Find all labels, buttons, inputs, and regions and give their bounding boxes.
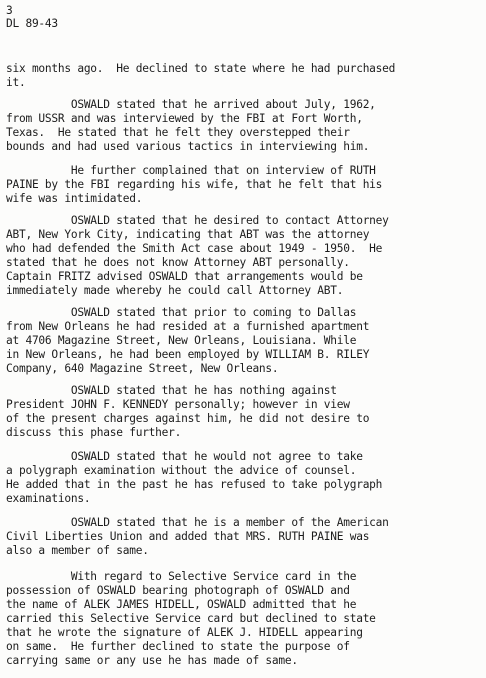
text-line: Texas. He stated that he felt they overstepped their — [6, 126, 350, 139]
text-line: OSWALD stated that prior to coming to Dallas — [6, 306, 357, 319]
text-line: examinations. — [6, 492, 91, 505]
text-line: carried this Selective Service card but declined to state — [6, 612, 376, 625]
text-line: immediately made whereby he could call Attorney ABT. — [6, 284, 344, 297]
text-line: also a member of same. — [6, 544, 149, 557]
text-line: on same. He further declined to state the purpose of — [6, 640, 350, 653]
text-line: at 4706 Magazine Street, New Orleans, Louisiana. While — [6, 334, 357, 347]
text-line: OSWALD stated that he desired to contact Attorney — [6, 214, 389, 227]
text-line: He added that in the past he has refused to take polygraph — [6, 478, 383, 491]
file-number: DL 89-43 — [6, 17, 58, 30]
text-line: OSWALD stated that he arrived about July, 1962, — [6, 98, 376, 111]
text-line: OSWALD stated that he is a member of the American — [6, 516, 389, 529]
page-number: 3 — [6, 4, 13, 17]
text-line: stated that he does not know Attorney ABT personally. — [6, 256, 350, 269]
text-line: wife was intimidated. — [6, 192, 143, 205]
text-line: a polygraph examination without the advice of counsel. — [6, 464, 357, 477]
text-line: OSWALD stated that he has nothing against — [6, 384, 337, 397]
text-line: discuss this phase further. — [6, 426, 182, 439]
text-line: Company, 640 Magazine Street, New Orleans. — [6, 362, 279, 375]
text-line: from New Orleans he had resided at a furnished apartment — [6, 320, 370, 333]
text-line: the name of ALEK JAMES HIDELL, OSWALD admitted that he — [6, 598, 357, 611]
text-line: in New Orleans, he had been employed by WILLIAM B. RILEY — [6, 348, 370, 361]
text-line: PAINE by the FBI regarding his wife, that he felt that his — [6, 178, 383, 191]
text-line: six months ago. He declined to state where he had purchased — [6, 62, 396, 75]
text-line: from USSR and was interviewed by the FBI at Fort Worth, — [6, 112, 363, 125]
text-line: President JOHN F. KENNEDY personally; however in view — [6, 398, 350, 411]
text-line: Civil Liberties Union and added that MRS. RUTH PAINE was — [6, 530, 370, 543]
text-line: possession of OSWALD bearing photograph of OSWALD and — [6, 584, 350, 597]
text-line: With regard to Selective Service card in the — [6, 570, 357, 583]
text-line: that he wrote the signature of ALEK J. HIDELL appearing — [6, 626, 363, 639]
text-line: of the present charges against him, he did not desire to — [6, 412, 370, 425]
text-line: who had defended the Smith Act case about 1949 - 1950. He — [6, 242, 383, 255]
text-line: ABT, New York City, indicating that ABT was the attorney — [6, 228, 370, 241]
text-line: He further complained that on interview of RUTH — [6, 164, 376, 177]
text-line: bounds and had used various tactics in interviewing him. — [6, 140, 370, 153]
text-line: OSWALD stated that he would not agree to take — [6, 450, 363, 463]
page-header — [6, 4, 58, 30]
text-line: it. — [6, 76, 26, 89]
text-line: Captain FRITZ advised OSWALD that arrangements would be — [6, 270, 363, 283]
text-line: carrying same or any use he has made of same. — [6, 654, 298, 667]
